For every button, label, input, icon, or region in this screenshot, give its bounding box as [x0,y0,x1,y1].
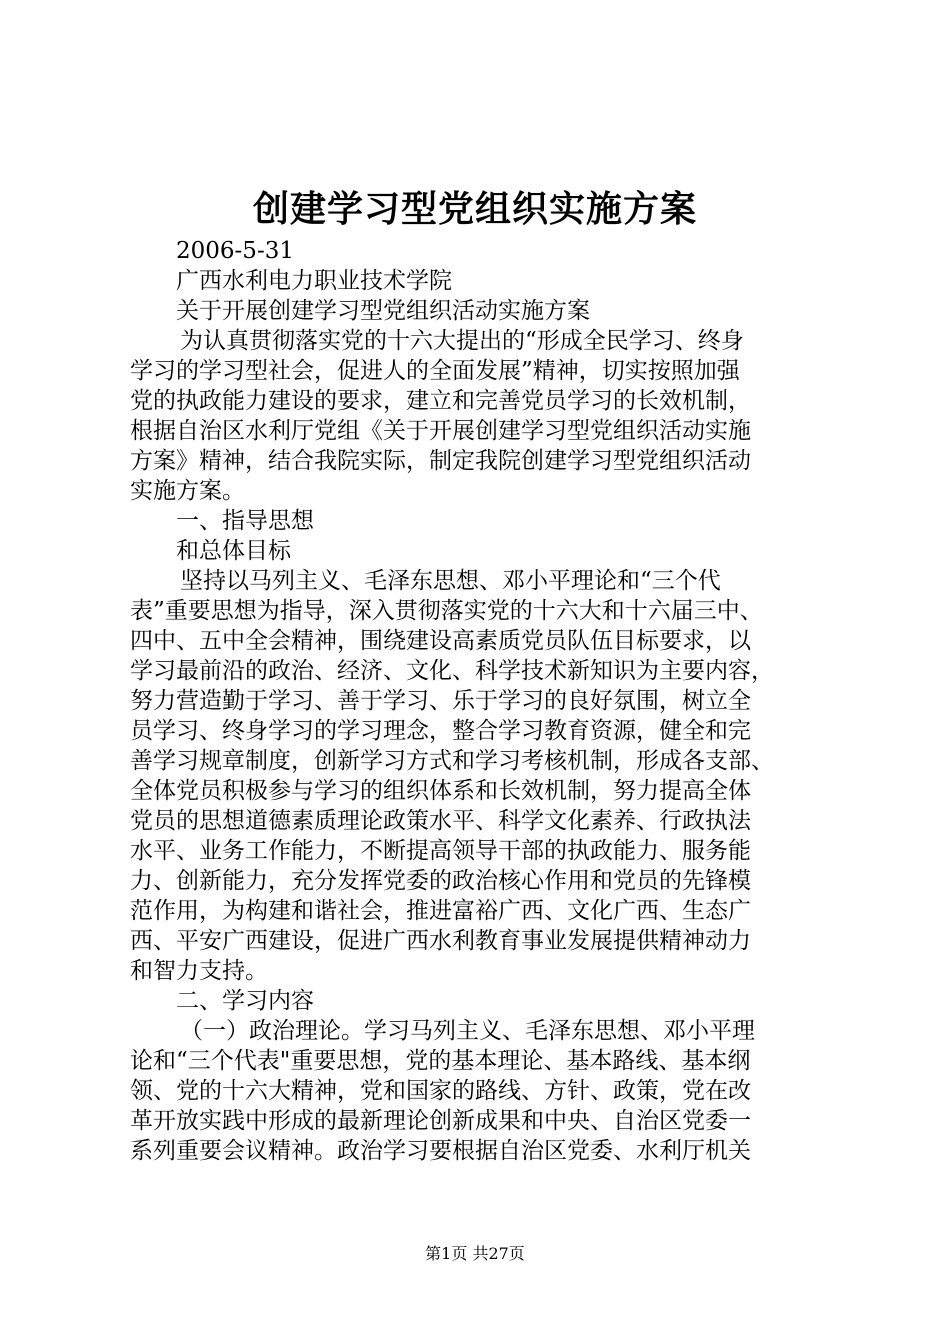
section-heading: 和总体目标 [176,538,291,564]
paragraph-line: 水平、业务工作能力，不断提高领导干部的执政能力、服务能 [130,838,751,864]
paragraph-line: 学习最前沿的政治、经济、文化、科学技术新知识为主要内容， [130,658,774,684]
paragraph-line: 员学习、终身学习的学习理念，整合学习教育资源，健全和完 [130,718,751,744]
paragraph-line: 努力营造勤于学习、善于学习、乐于学习的良好氛围，树立全 [130,688,751,714]
section-heading: 二、学习内容 [176,988,314,1014]
paragraph-line: 实施方案。 [130,478,245,504]
paragraph-line: （一）政治理论。学习马列主义、毛泽东思想、邓小平理 [180,1018,755,1044]
document-body [130,236,830,1166]
paragraph-line: 坚持以马列主义、毛泽东思想、邓小平理论和“三个代 [180,568,721,594]
paragraph-line: 论和“三个代表"重要思想，党的基本理论、基本路线、基本纲 [130,1048,751,1074]
paragraph-line: 方案》精神，结合我院实际，制定我院创建学习型党组织活动 [130,448,751,474]
paragraph-line: 全体党员积极参与学习的组织体系和长效机制，努力提高全体 [130,778,751,804]
paragraph-line: 表”重要思想为指导，深入贯彻落实党的十六大和十六届三中、 [130,598,763,624]
document-title: 创建学习型党组织实施方案 [252,188,697,230]
paragraph-line: 力、创新能力，充分发挥党委的政治核心作用和党员的先锋模 [130,868,751,894]
institution-line: 广西水利电力职业技术学院 [176,268,452,294]
paragraph-line: 西、平安广西建设，促进广西水利教育事业发展提供精神动力 [130,928,751,954]
paragraph-line: 范作用，为构建和谐社会，推进富裕广西、文化广西、生态广 [130,898,751,924]
paragraph-line: 善学习规章制度，创新学习方式和学习考核机制，形成各支部、 [130,748,774,774]
paragraph-line: 学习的学习型社会，促进人的全面发展”精神，切实按照加强 [130,358,740,384]
date-line: 2006-5-31 [176,238,294,264]
paragraph-line: 领、党的十六大精神，党和国家的路线、方针、政策，党在改 [130,1078,751,1104]
paragraph-line: 党员的思想道德素质理论政策水平、科学文化素养、行政执法 [130,808,751,834]
subtitle-line: 关于开展创建学习型党组织活动实施方案 [176,298,590,324]
paragraph-line: 四中、五中全会精神，围绕建设高素质党员队伍目标要求，以 [130,628,751,654]
paragraph-line: 党的执政能力建设的要求，建立和完善党员学习的长效机制， [130,388,751,414]
page-number-footer: 第1页 共27页 [425,1244,525,1263]
paragraph-line: 系列重要会议精神。政治学习要根据自治区党委、水利厅机关 [130,1138,751,1164]
paragraph-line: 根据自治区水利厅党组《关于开展创建学习型党组织活动实施 [130,418,751,444]
paragraph-line: 为认真贯彻落实党的十六大提出的“形成全民学习、终身 [180,328,744,354]
paragraph-line: 革开放实践中形成的最新理论创新成果和中央、自治区党委一 [130,1108,751,1134]
paragraph-line: 和智力支持。 [130,958,268,984]
section-heading: 一、指导思想 [176,508,314,534]
